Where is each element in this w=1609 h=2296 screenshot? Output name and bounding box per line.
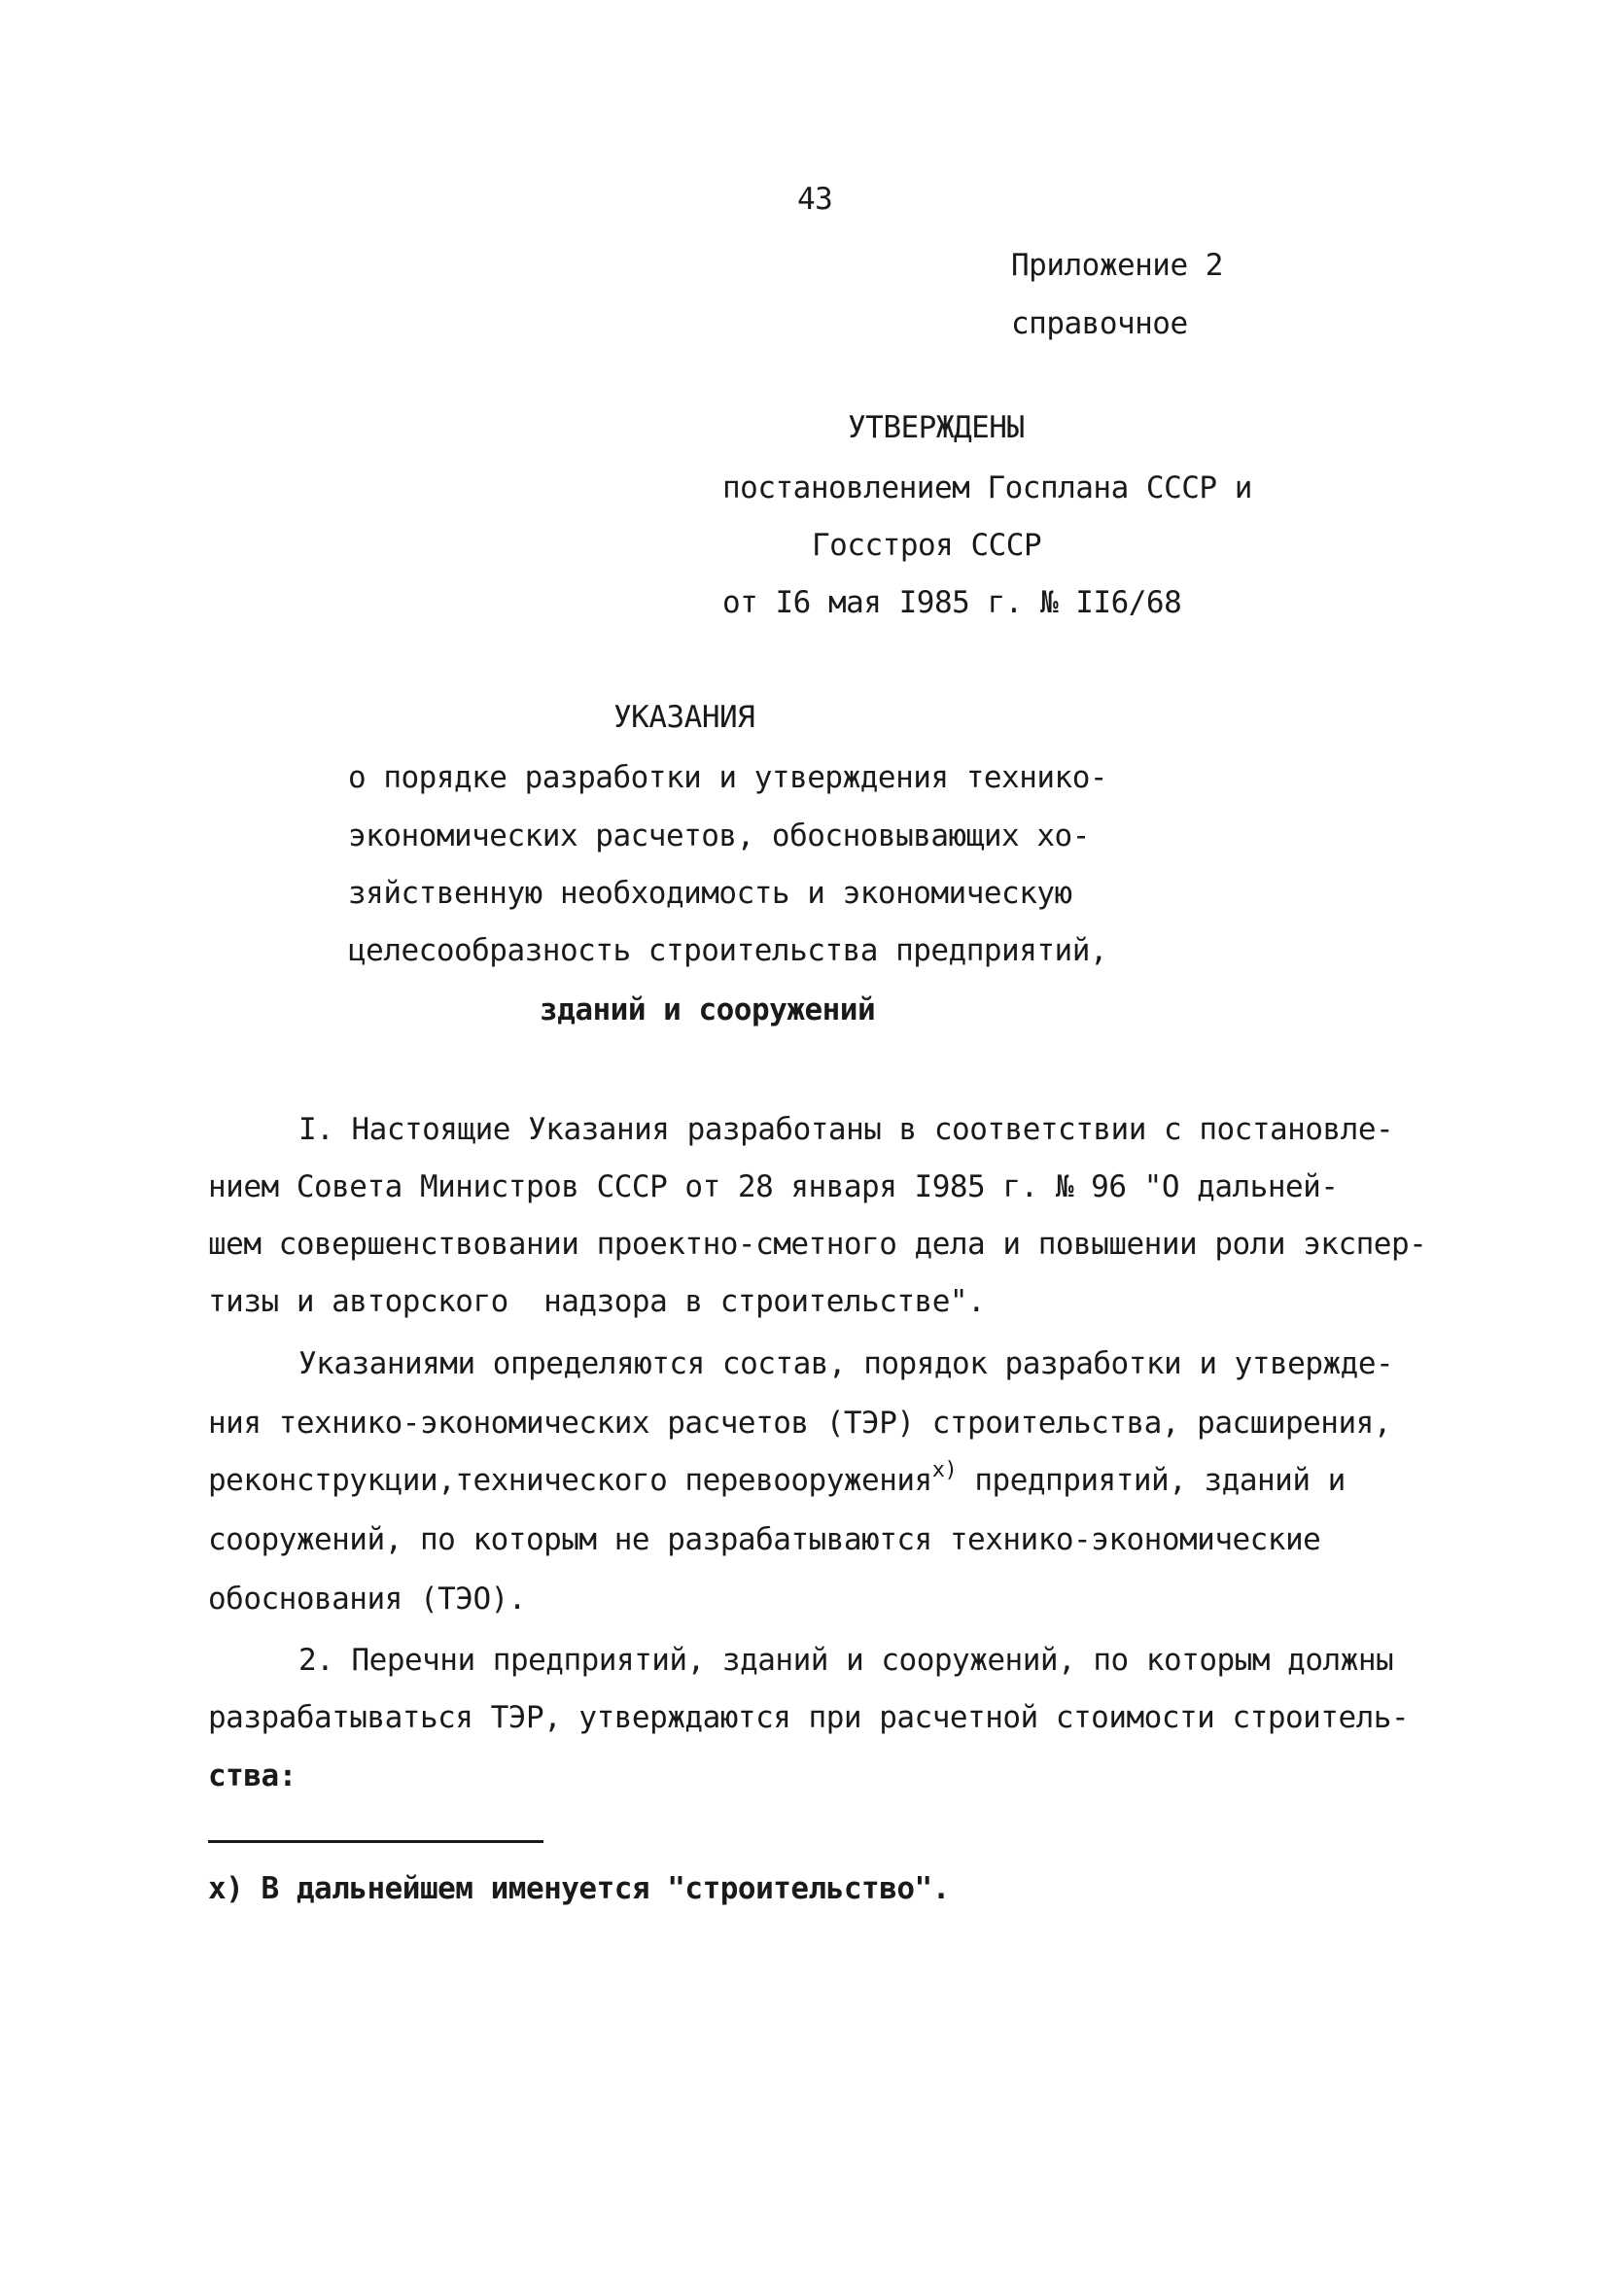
paragraph-2-line-2: ния технико-экономических расчетов (ТЭР) строительства, расширения, [208,1406,1391,1441]
paragraph-2-line-3-tail: предприятий, зданий и [957,1463,1346,1498]
paragraph-1-line-4: тизы и авторского надзора в строительстве". [208,1284,986,1319]
paragraph-2-line-4: сооружений, по которым не разрабатываются технико-экономические [208,1522,1321,1557]
title-line-4: целесообразность строительства предприятий, [348,933,1108,968]
paragraph-3-line-3: ства: [208,1758,297,1793]
title-line-5: зданий и сооружений [540,992,876,1027]
title-line-1: о порядке разработки и утверждения технико- [348,760,1108,795]
paragraph-2-line-1: Указаниями определяются состав, порядок разработки и утвержде- [298,1346,1394,1381]
footnote: x) В дальнейшем именуется "строительство". [208,1871,950,1906]
document-title: УКАЗАНИЯ [613,700,755,735]
title-line-3: зяйственную необходимость и экономическую [348,876,1072,911]
paragraph-2-line-3-text: реконструкции,технического перевооружения [208,1463,932,1498]
approval-line-2: Госстроя СССР [812,528,1042,563]
paragraph-1-line-3: шем совершенствовании проектно-сметного дела и повышении роли экспер- [208,1227,1427,1262]
approval-line-1: постановлением Госплана СССР и [722,470,1252,505]
footnote-reference: x) [931,1458,958,1482]
paragraph-1-line-1: I. Настоящие Указания разработаны в соответствии с постановле- [298,1112,1394,1147]
paragraph-3-line-1: 2. Перечни предприятий, зданий и сооружений, по которым должны [298,1643,1394,1678]
title-line-2: экономических расчетов, обосновывающих хо- [348,818,1090,853]
paragraph-2-line-3 [208,1458,1346,1498]
paragraph-3-line-2: разрабатываться ТЭР, утверждаются при расчетной стоимости строитель- [208,1700,1410,1735]
paragraph-1-line-2: нием Совета Министров СССР от 28 января I985 г. № 96 "О дальней- [208,1169,1339,1204]
page-number: 43 [797,182,833,217]
approval-heading: УТВЕРЖДЕНЫ [848,410,1025,445]
appendix-label: Приложение 2 [1011,248,1223,283]
paragraph-2-line-5: обоснования (ТЭО). [208,1582,526,1617]
approval-line-3: от I6 мая I985 г. № II6/68 [722,585,1182,620]
appendix-kind: справочное [1011,306,1188,341]
footnote-separator [208,1840,543,1843]
